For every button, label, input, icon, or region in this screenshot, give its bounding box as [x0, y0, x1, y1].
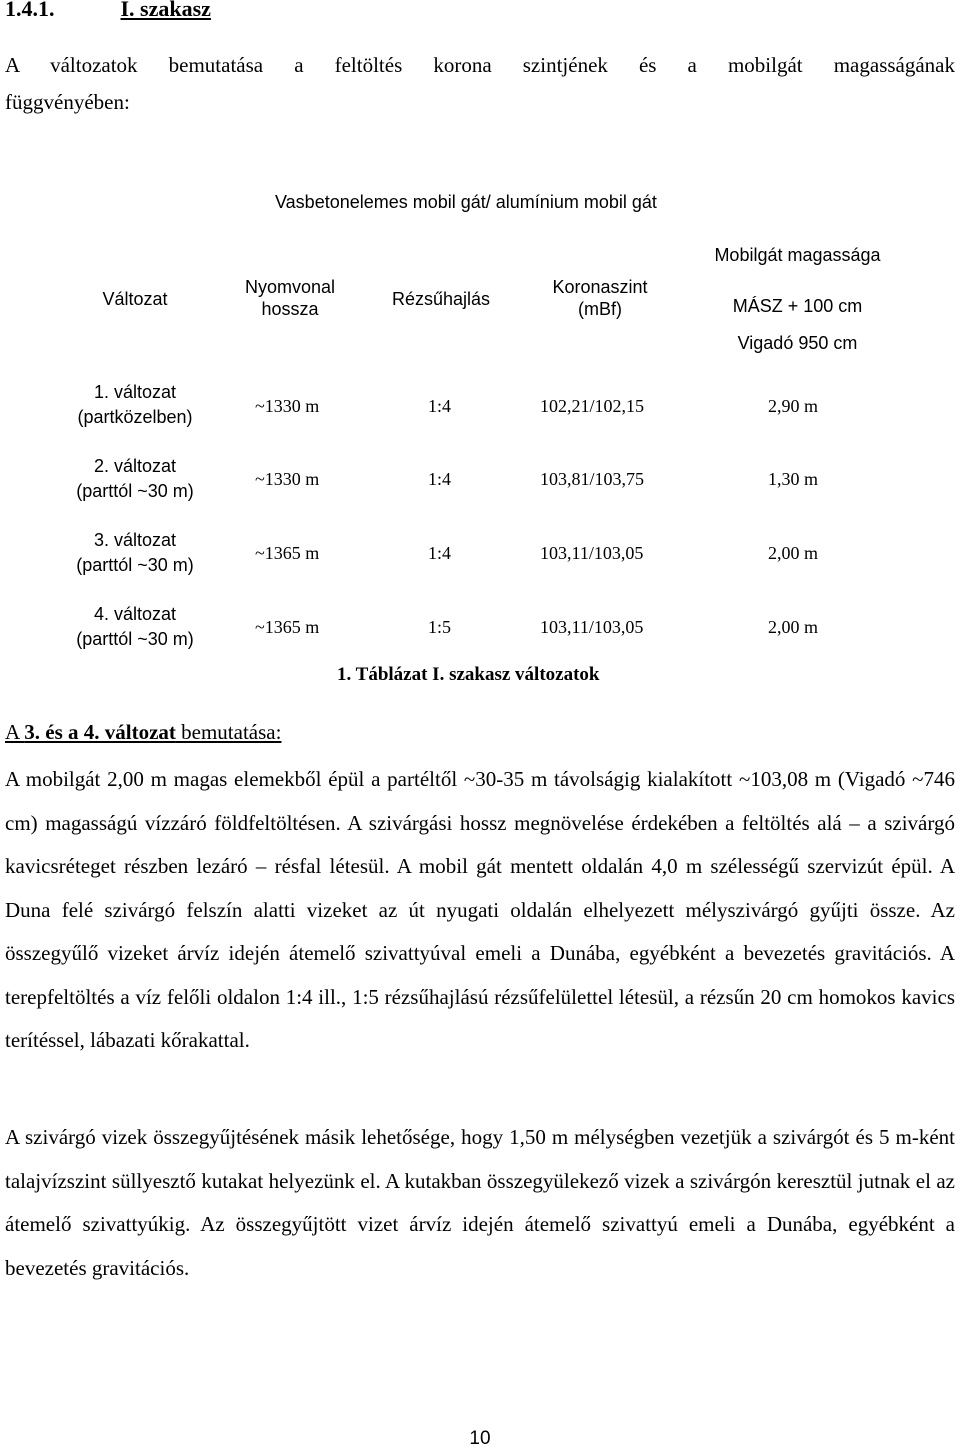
cell-height: 1,30 m — [768, 469, 819, 489]
header-height-sub-vigado: Vigadó 950 cm — [737, 333, 858, 353]
intro-line-2: függvényében: — [5, 90, 130, 114]
cell-height: 2,00 m — [768, 543, 819, 563]
cell-slope: 1:5 — [428, 617, 452, 637]
table-title: Vasbetonelemes mobil gát/ alumínium mobil gát — [275, 192, 657, 212]
header-height: Mobilgát magassága — [714, 245, 881, 265]
cell-length: ~1330 m — [255, 396, 320, 416]
cell-length: ~1365 m — [255, 543, 320, 563]
table-row-label: 2. változat (parttól ~30 m) — [76, 456, 194, 501]
table-row-label: 4. változat (parttól ~30 m) — [76, 604, 194, 649]
header-variant: Változat — [102, 289, 168, 309]
paragraph-1: A mobilgát 2,00 m magas elemekből épül a partéltől ~30-35 m távolságig kialakított ~103,08 m (Vigadó ~746 cm) magasságú vízzáró földfeltöltésen. A szivárgási hossz megnövelése érdekében a feltöltés alá – a szivárgó kavicsréteget részben lezáró – résfal létesül. A mobil gát mentett oldalán 4,0 m szélességű szervizút épül. A Duna felé szivárgó felszín alatti vizeket az út nyugati oldalán elhelyezett mélyszivárgó gyűjti össze. Az összegyűlő vizeket árvíz idején átemelő szivattyúval emeli a Dunába, egyébként a bevezetés gravitációs. A terepfeltöltés a víz felőli oldalon 1:4 ill., 1:5 rézsűhajlású rézsűfelülettel létesül, a rézsűn 20 cm homokos kavics terítéssel, lábazati kőrakattal. — [5, 767, 955, 1052]
header-crest: Koronaszint (mBf) — [552, 277, 648, 319]
header-track-length: Nyomvonal hossza — [244, 277, 336, 319]
table-row-label: 3. változat (parttól ~30 m) — [76, 530, 194, 575]
section-number: 1.4.1. — [5, 0, 55, 21]
cell-slope: 1:4 — [428, 469, 452, 489]
cell-crest: 102,21/102,15 — [540, 396, 645, 416]
page-number: 10 — [469, 1428, 491, 1449]
section-heading — [5, 0, 211, 22]
cell-length: ~1330 m — [255, 469, 320, 489]
cell-slope: 1:4 — [428, 543, 452, 563]
cell-slope: 1:4 — [428, 396, 452, 416]
header-slope: Rézsűhajlás — [391, 289, 491, 309]
header-height-sub-masz: MÁSZ + 100 cm — [732, 296, 863, 316]
subheading: A 3. és a 4. változat bemutatása: — [5, 720, 282, 744]
table-row-label: 1. változat (partközelben) — [77, 382, 193, 427]
intro-line-1: A változatok bemutatása a feltöltés korona szintjének és a mobilgát magasságának — [5, 53, 955, 77]
section-title: I. szakasz — [120, 0, 211, 21]
cell-length: ~1365 m — [255, 617, 320, 637]
cell-crest: 103,11/103,05 — [540, 617, 644, 637]
table-caption: 1. Táblázat I. szakasz változatok — [337, 664, 600, 685]
cell-height: 2,90 m — [768, 396, 819, 416]
cell-crest: 103,11/103,05 — [540, 543, 644, 563]
cell-height: 2,00 m — [768, 617, 819, 637]
paragraph-2: A szivárgó vizek összegyűjtésének másik lehetősége, hogy 1,50 m mélységben vezetjük a szivárgót és 5 m-ként talajvízszint süllyesztő kutakat helyezünk el. A kutakban összegyülekező vizek a szivárgón keresztül jutnak el az átemelő szivattyúkig. Az összegyűjtött vizet árvíz idején átemelő szivattyú emeli a Dunába, egyébként a bevezetés gravitációs. — [5, 1125, 955, 1280]
cell-crest: 103,81/103,75 — [540, 469, 645, 489]
